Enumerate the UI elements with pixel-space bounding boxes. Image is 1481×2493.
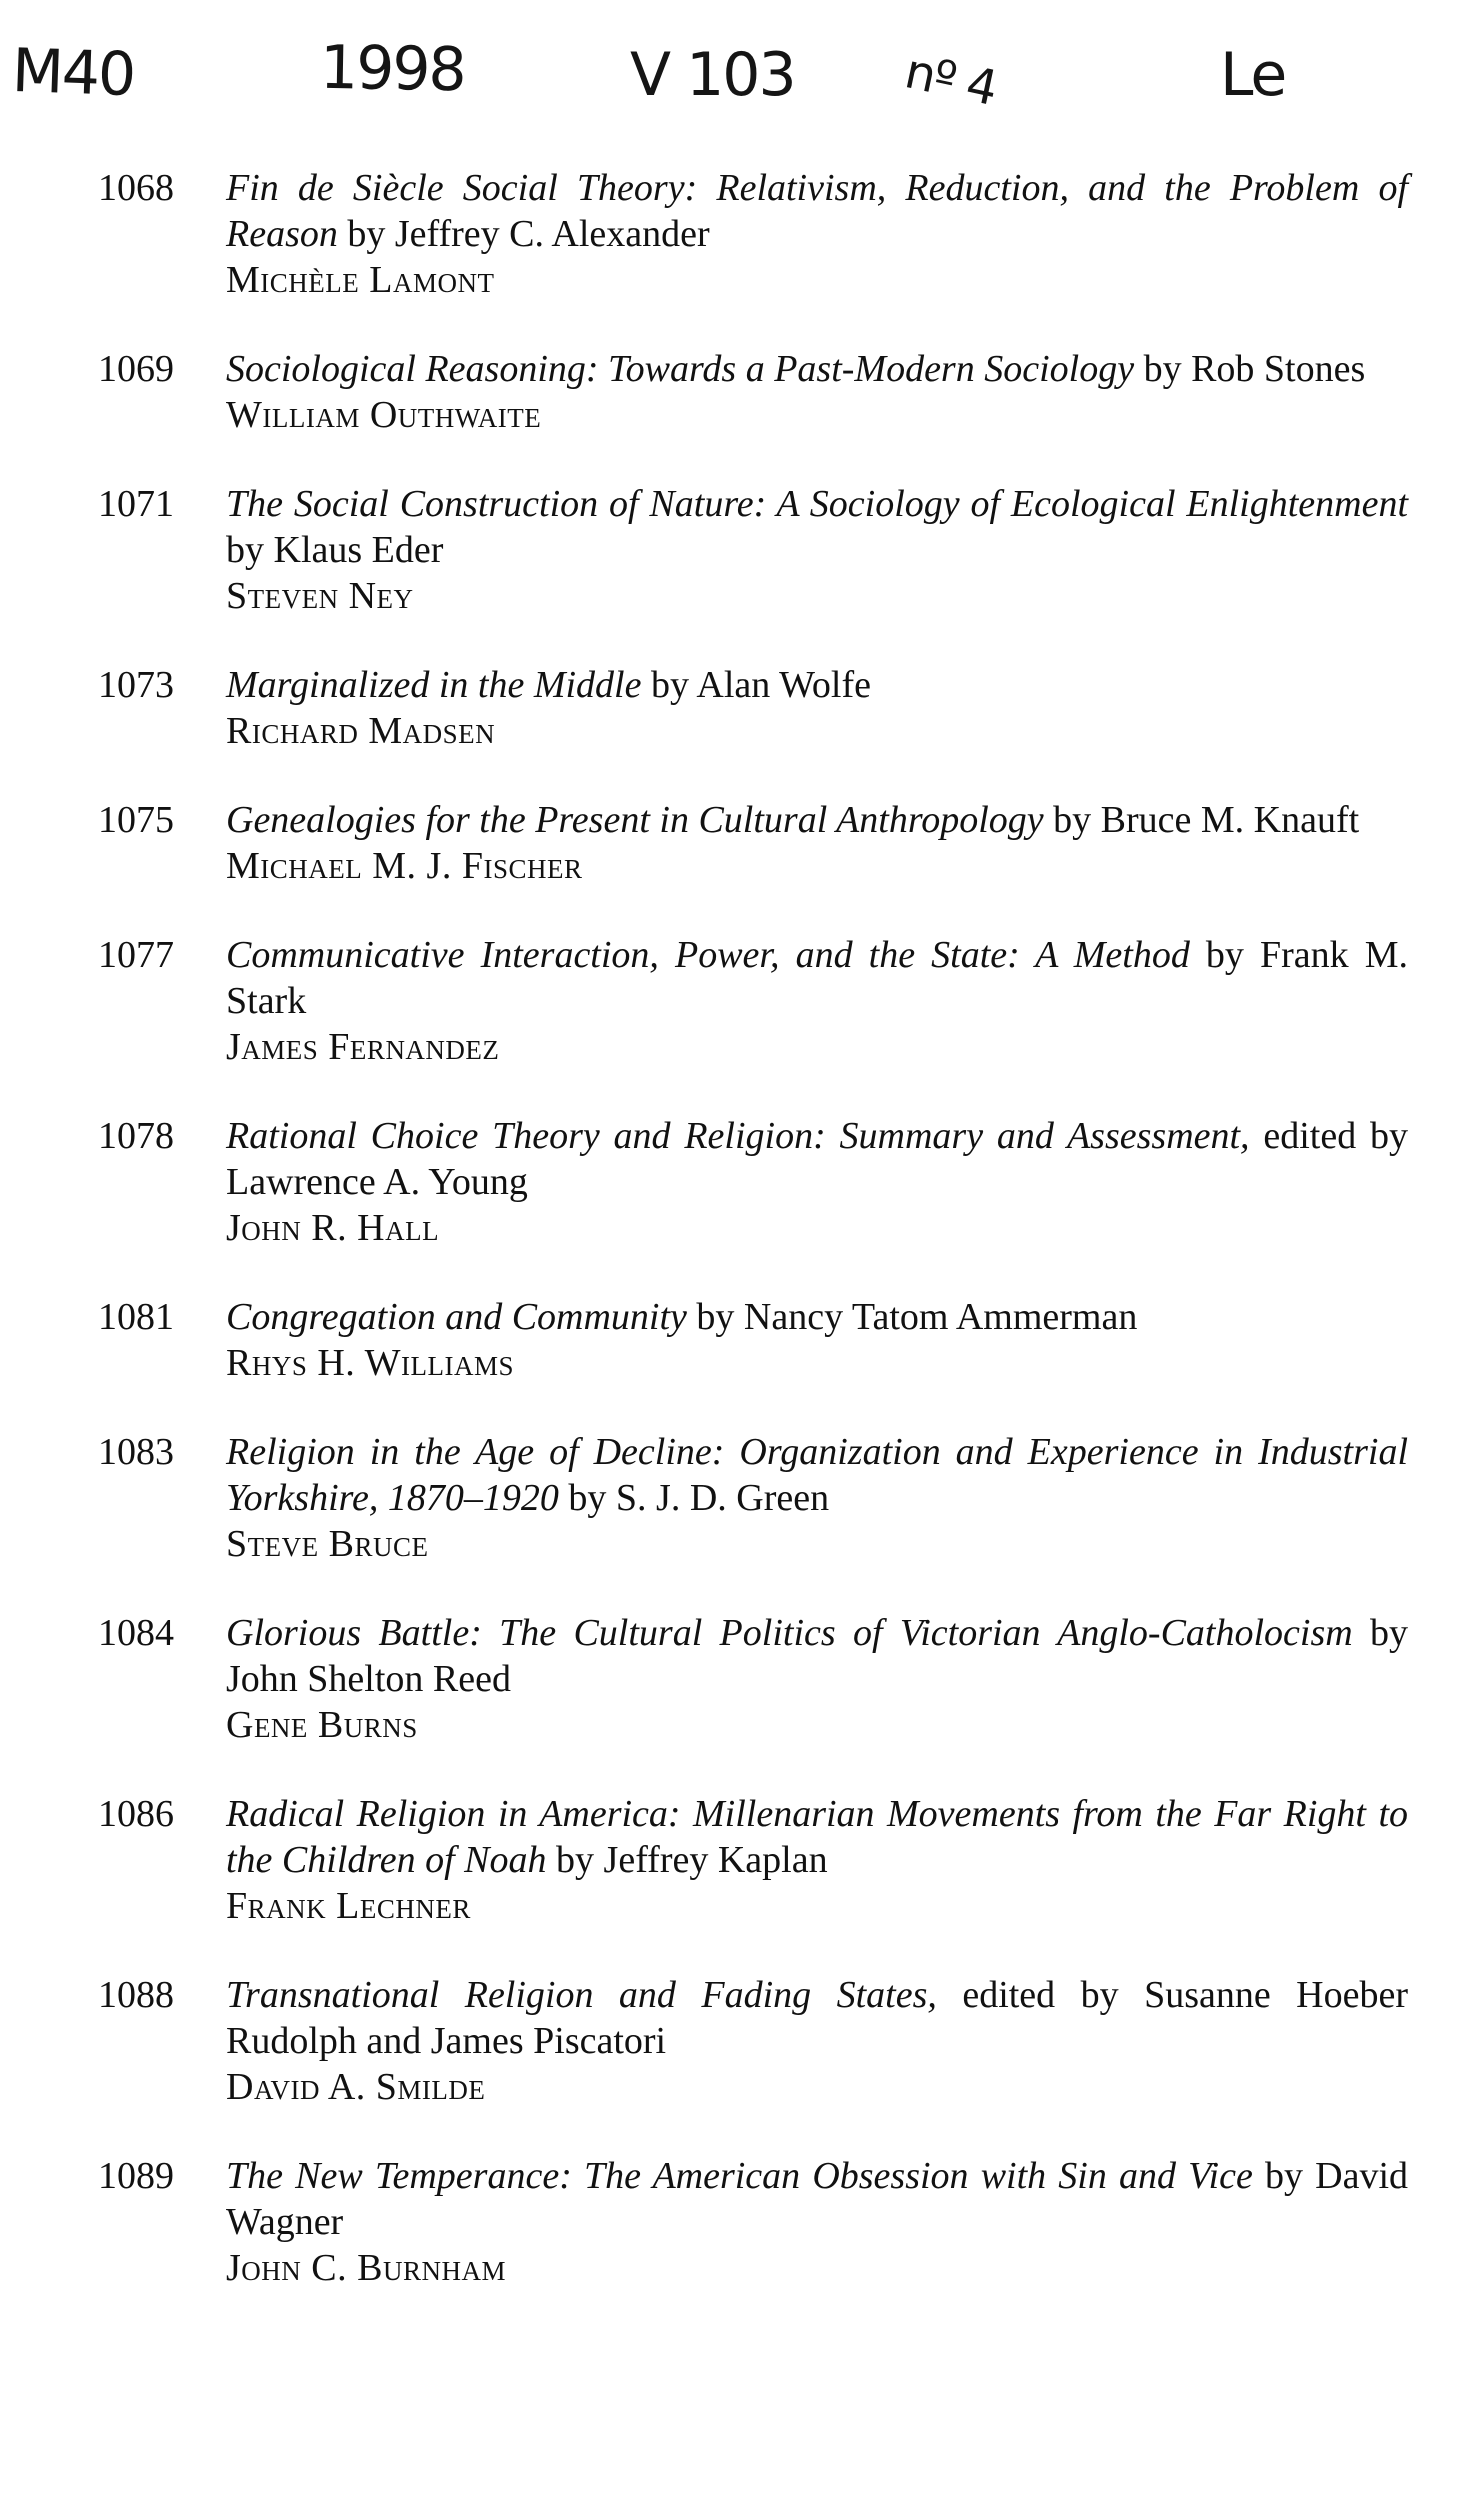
handwritten-note: 1998	[319, 32, 466, 106]
handwritten-annotations	[0, 30, 1481, 140]
handwritten-note: M40	[10, 35, 136, 111]
reviewer-name: Gene Burns	[226, 1704, 418, 1746]
page-number: 1083	[98, 1431, 174, 1473]
book-title: Rational Choice Theory and Religion: Summary and Assessment,	[226, 1115, 1250, 1157]
review-entry	[98, 2153, 1408, 2291]
reviewer-name: Steven Ney	[226, 575, 414, 617]
page-number: 1068	[98, 167, 174, 209]
reviewer-name: David A. Smilde	[226, 2066, 486, 2108]
book-author: by Nancy Tatom Ammerman	[686, 1296, 1138, 1338]
page-number: 1084	[98, 1612, 174, 1654]
review-entry	[98, 1972, 1408, 2110]
book-title: Communicative Interaction, Power, and the State: A Method	[226, 934, 1190, 976]
entry-body	[226, 1294, 1408, 1386]
entry-body	[226, 2153, 1408, 2291]
entry-body	[226, 165, 1408, 303]
reviewer-name: John R. Hall	[226, 1207, 440, 1249]
reviewer-name: Steve Bruce	[226, 1523, 429, 1565]
page-number: 1089	[98, 2155, 174, 2197]
reviewer-name: Frank Lechner	[226, 1885, 471, 1927]
reviewer-name: Rhys H. Williams	[226, 1342, 514, 1384]
reviewer-name: Michael M. J. Fischer	[226, 845, 583, 887]
review-entry	[98, 1113, 1408, 1251]
book-author: by David Wagner	[226, 2155, 1408, 2243]
book-title: Fin de Siècle Social Theory: Relativism, Reduction, and the Problem of Reason	[226, 167, 1408, 255]
entry-body	[226, 1429, 1408, 1567]
book-title: Radical Religion in America: Millenarian Movements from the Far Right to the Children of Noah	[226, 1793, 1408, 1881]
reviewer-name: William Outhwaite	[226, 394, 542, 436]
book-author: by Jeffrey Kaplan	[546, 1839, 828, 1881]
entry-body	[226, 1791, 1408, 1929]
entry-body	[226, 662, 1408, 754]
review-entry	[98, 1791, 1408, 1929]
review-entry	[98, 1429, 1408, 1567]
book-title: Sociological Reasoning: Towards a Past-Modern Sociology	[226, 348, 1135, 390]
handwritten-note: V 103	[630, 40, 795, 110]
book-title: Marginalized in the Middle	[226, 664, 642, 706]
page-number: 1075	[98, 799, 174, 841]
page-number: 1081	[98, 1296, 174, 1338]
handwritten-note: Le	[1220, 40, 1286, 110]
reviewer-name: Richard Madsen	[226, 710, 496, 752]
book-title: Genealogies for the Present in Cultural Anthropology	[226, 799, 1044, 841]
review-entry	[98, 1294, 1408, 1386]
book-author: by Alan Wolfe	[641, 664, 871, 706]
book-title: Transnational Religion and Fading States,	[226, 1974, 937, 2016]
review-entry	[98, 165, 1408, 303]
book-title: The New Temperance: The American Obsession with Sin and Vice	[226, 2155, 1253, 2197]
book-author: edited by Lawrence A. Young	[226, 1115, 1408, 1203]
review-entry	[98, 797, 1408, 889]
review-entry	[98, 481, 1408, 619]
book-author: by S. J. D. Green	[558, 1477, 830, 1519]
entry-body	[226, 1113, 1408, 1251]
page-number: 1073	[98, 664, 174, 706]
review-entry	[98, 1610, 1408, 1748]
entry-body	[226, 797, 1408, 889]
book-author: by Jeffrey C. Alexander	[337, 213, 710, 255]
page-number: 1069	[98, 348, 174, 390]
book-title: Glorious Battle: The Cultural Politics of Victorian Anglo-Catholocism	[226, 1612, 1353, 1654]
page-number: 1086	[98, 1793, 174, 1835]
book-review-list	[98, 165, 1408, 2334]
book-title: Congregation and Community	[226, 1296, 687, 1338]
book-author: edited by Susanne Hoeber Rudolph and James Piscatori	[226, 1974, 1408, 2062]
entry-body	[226, 481, 1408, 619]
book-author: by Rob Stones	[1134, 348, 1366, 390]
page-number: 1088	[98, 1974, 174, 2016]
review-entry	[98, 662, 1408, 754]
handwritten-note: nº 4	[900, 43, 1001, 117]
entry-body	[226, 1610, 1408, 1748]
entry-body	[226, 346, 1408, 438]
book-title: The Social Construction of Nature: A Sociology of Ecological Enlightenment	[226, 483, 1408, 525]
page-number: 1077	[98, 934, 174, 976]
book-author: by John Shelton Reed	[226, 1612, 1409, 1700]
book-title: Religion in the Age of Decline: Organization and Experience in Industrial Yorkshire, 1870–1920	[226, 1431, 1408, 1519]
page-number: 1078	[98, 1115, 174, 1157]
entry-body	[226, 932, 1408, 1070]
book-author: by Klaus Eder	[226, 529, 444, 571]
page-number: 1071	[98, 483, 174, 525]
reviewer-name: James Fernandez	[226, 1026, 500, 1068]
review-entry	[98, 346, 1408, 438]
reviewer-name: John C. Burnham	[226, 2247, 506, 2289]
book-author: by Bruce M. Knauft	[1043, 799, 1360, 841]
review-entry	[98, 932, 1408, 1070]
entry-body	[226, 1972, 1408, 2110]
reviewer-name: Michèle Lamont	[226, 259, 495, 301]
book-author: by Frank M. Stark	[226, 934, 1409, 1022]
